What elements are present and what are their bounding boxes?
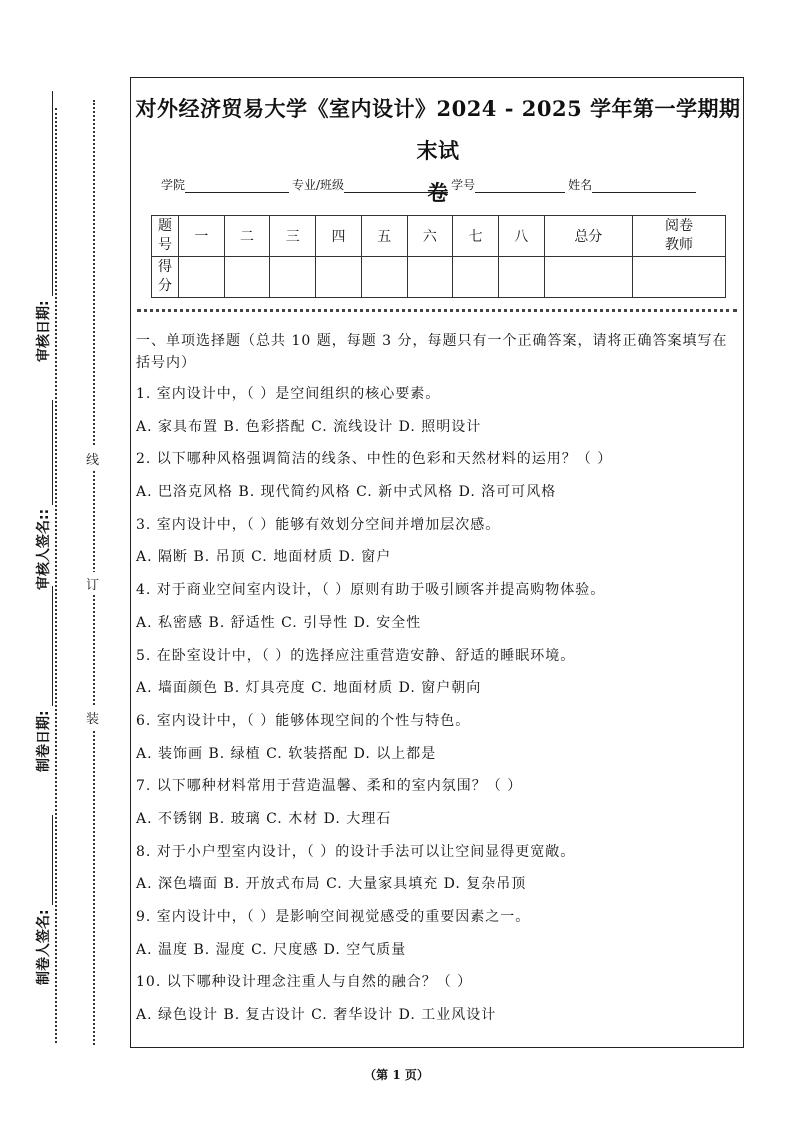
reviewer-signature-label: 审核人签名:: bbox=[36, 508, 52, 590]
grader-signature-cell[interactable] bbox=[633, 257, 726, 298]
score-cell[interactable] bbox=[407, 257, 453, 298]
question-line: 2. 以下哪种风格强调简洁的线条、中性的色彩和天然材料的运用？（ ） bbox=[136, 451, 613, 468]
options-line: A. 绿色设计 B. 复古设计 C. 奢华设计 D. 工业风设计 bbox=[136, 1007, 497, 1024]
col-4: 四 bbox=[316, 216, 362, 257]
review-date-line[interactable] bbox=[40, 91, 53, 296]
col-5: 五 bbox=[361, 216, 407, 257]
paper-date-line[interactable] bbox=[40, 586, 53, 706]
section-heading: 一、单项选择题（总共 10 题，每题 3 分，每题只有一个正确答案，请将正确答案填写在括号内） bbox=[136, 333, 728, 371]
question-number-label: 题 号 bbox=[152, 216, 179, 257]
exam-frame bbox=[130, 77, 744, 1048]
options-line: A. 温度 B. 湿度 C. 尺度感 D. 空气质量 bbox=[136, 941, 407, 958]
score-table bbox=[151, 215, 726, 298]
paper-date-label: 制卷日期: bbox=[36, 710, 52, 772]
options-line: A. 隔断 B. 吊顶 C. 地面材质 D. 窗户 bbox=[136, 549, 392, 566]
name-label: 姓名 bbox=[568, 178, 593, 192]
question-line: 5. 在卧室设计中，（ ）的选择应注重营造安静、舒适的睡眠环境。 bbox=[136, 647, 576, 664]
student-id-input[interactable] bbox=[475, 178, 565, 193]
score-cell[interactable] bbox=[316, 257, 362, 298]
binding-mark-ding: 订 bbox=[86, 572, 99, 595]
major-class-input[interactable] bbox=[344, 178, 448, 193]
review-date-label: 审核日期: bbox=[36, 300, 52, 362]
section-single-choice bbox=[136, 330, 740, 1032]
question-line: 1. 室内设计中，（ ）是空间组织的核心要素。 bbox=[136, 386, 441, 402]
binding-mark-xian: 线 bbox=[86, 447, 99, 470]
student-id-label: 学号 bbox=[451, 178, 476, 192]
major-class-label: 专业/班级 bbox=[292, 178, 345, 192]
score-header-row bbox=[152, 216, 726, 257]
paper-signature-line[interactable] bbox=[40, 815, 53, 905]
options-line: A. 不锈钢 B. 玻璃 C. 木材 D. 大理石 bbox=[136, 810, 392, 827]
col-8: 八 bbox=[498, 216, 544, 257]
options-line: A. 装饰画 B. 绿植 C. 软装搭配 D. 以上都是 bbox=[136, 745, 437, 762]
question-line: 6. 室内设计中，（ ）能够体现空间的个性与特色。 bbox=[136, 712, 471, 729]
score-value-row bbox=[152, 257, 726, 298]
score-cell-total[interactable] bbox=[544, 257, 632, 298]
paper-signature-label: 制卷人签名: bbox=[36, 909, 52, 985]
score-cell[interactable] bbox=[224, 257, 270, 298]
col-6: 六 bbox=[407, 216, 453, 257]
exam-title bbox=[131, 88, 745, 214]
dotted-separator bbox=[137, 309, 737, 312]
question-line: 3. 室内设计中，（ ）能够有效划分空间并增加层次感。 bbox=[136, 516, 501, 533]
score-cell[interactable] bbox=[453, 257, 499, 298]
options-line: A. 家具布置 B. 色彩搭配 C. 流线设计 D. 照明设计 bbox=[136, 418, 482, 435]
options-line: A. 深色墙面 B. 开放式布局 C. 大量家具填充 D. 复杂吊顶 bbox=[136, 876, 527, 893]
question-line: 10. 以下哪种设计理念注重人与自然的融合？（ ） bbox=[136, 974, 473, 991]
question-line: 9. 室内设计中，（ ）是影响空间视觉感受的重要因素之一。 bbox=[136, 909, 531, 925]
options-line: A. 私密感 B. 舒适性 C. 引导性 D. 安全性 bbox=[136, 614, 422, 631]
exam-title-line1: 对外经济贸易大学《室内设计》2024 - 2025 学年第一学期期末试 bbox=[135, 96, 741, 163]
binding-mark-zhuang: 装 bbox=[86, 706, 99, 729]
exam-title-line2: 卷 bbox=[427, 180, 449, 205]
options-line: A. 墙面颜色 B. 灯具亮度 C. 地面材质 D. 窗户朝向 bbox=[136, 680, 482, 697]
score-cell[interactable] bbox=[179, 257, 225, 298]
question-line: 8. 对于小户型室内设计，（ ）的设计手法可以让空间显得更宽敞。 bbox=[136, 843, 576, 860]
reviewer-signature-line[interactable] bbox=[40, 400, 53, 505]
college-label: 学院 bbox=[161, 178, 186, 192]
question-line: 7. 以下哪种材料常用于营造温馨、柔和的室内氛围？（ ） bbox=[136, 778, 523, 795]
score-label: 得 分 bbox=[152, 257, 179, 298]
student-info-row bbox=[161, 176, 731, 193]
col-3: 三 bbox=[270, 216, 316, 257]
score-cell[interactable] bbox=[270, 257, 316, 298]
margin-dotted-line-outer bbox=[55, 108, 57, 1043]
question-line: 4. 对于商业空间室内设计，（ ）原则有助于吸引顾客并提高购物体验。 bbox=[136, 582, 606, 599]
col-total: 总分 bbox=[544, 216, 632, 257]
col-1: 一 bbox=[179, 216, 225, 257]
page-number: （第 1 页） bbox=[364, 1068, 429, 1082]
score-cell[interactable] bbox=[498, 257, 544, 298]
college-input[interactable] bbox=[185, 178, 289, 193]
col-2: 二 bbox=[224, 216, 270, 257]
options-line: A. 巴洛克风格 B. 现代简约风格 C. 新中式风格 D. 洛可可风格 bbox=[136, 484, 557, 501]
col-grader: 阅卷 教师 bbox=[633, 216, 726, 257]
score-cell[interactable] bbox=[361, 257, 407, 298]
name-input[interactable] bbox=[592, 178, 696, 193]
col-7: 七 bbox=[453, 216, 499, 257]
